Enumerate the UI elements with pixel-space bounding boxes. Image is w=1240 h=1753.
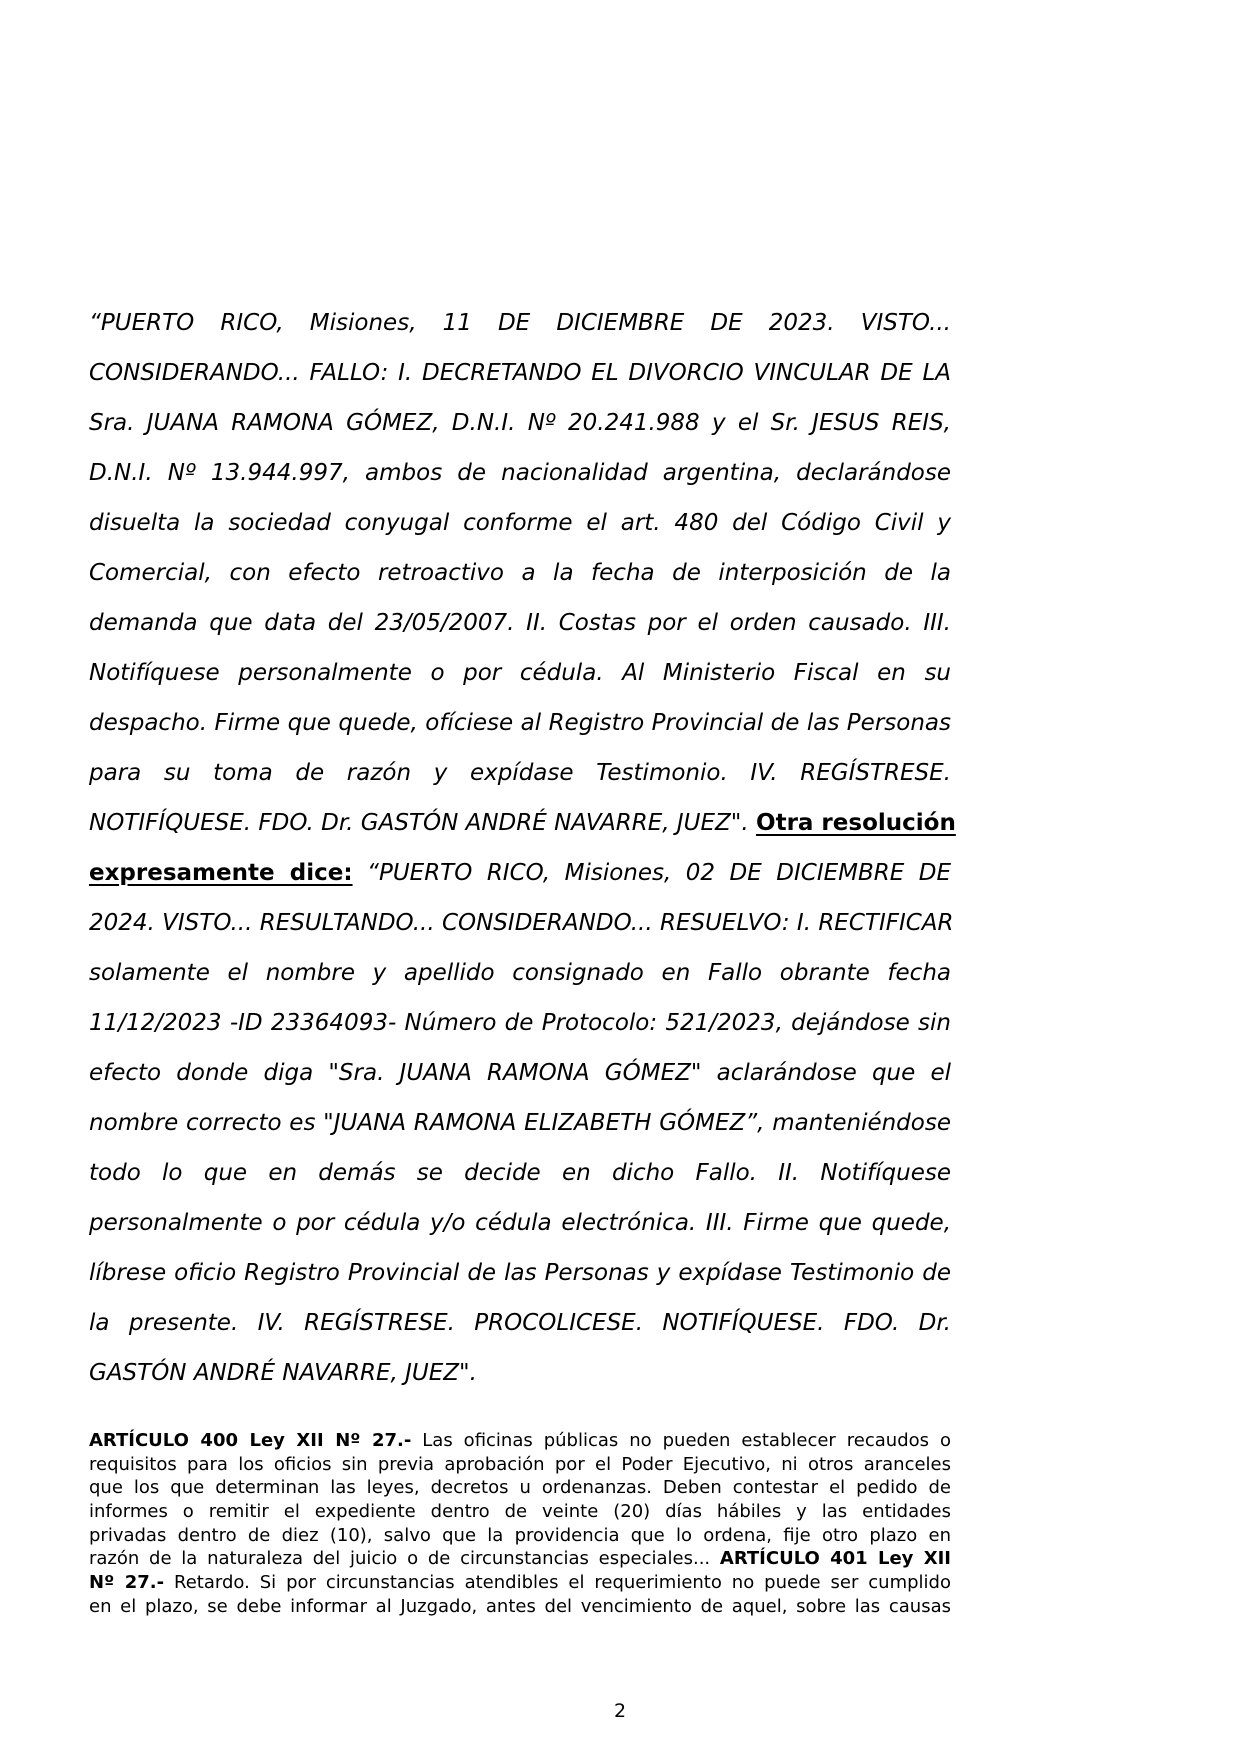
text-line-with-heading [89, 848, 951, 898]
text-line: GASTÓN ANDRÉ NAVARRE, JUEZ". [89, 1360, 477, 1386]
law-articles-block [89, 1429, 951, 1619]
text-line: Comercial, con efecto retroactivo a la fecha de interposición de la [89, 560, 951, 586]
text-line: líbrese oficio Registro Provincial de las Personas y expídase Testimonio de [89, 1260, 951, 1286]
article-401-heading: ARTÍCULO 401 Ley XII [719, 1548, 951, 1570]
text-line: efecto donde diga "Sra. JUANA RAMONA GÓMEZ" aclarándose que el [89, 1060, 951, 1086]
text-line: disuelta la sociedad conyugal conforme el art. 480 del Código Civil y [89, 510, 951, 536]
text-line: solamente el nombre y apellido consignado en Fallo obrante fecha [89, 960, 951, 986]
text-line: D.N.I. Nº 13.944.997, ambos de nacionalidad argentina, declarándose [89, 460, 951, 486]
article-text: Retardo. Si por circunstancias atendibles el requerimiento no puede ser cumplido [174, 1572, 951, 1594]
text-segment: “PUERTO RICO, Misiones, 02 DE DICIEMBRE DE [367, 860, 952, 886]
other-resolution-heading: Otra resolución [756, 810, 956, 836]
text-line: CONSIDERANDO... FALLO: I. DECRETANDO EL DIVORCIO VINCULAR DE LA [89, 360, 951, 386]
article-line: requisitos para los oficios sin previa aprobación por el Poder Ejecutivo, ni otros aranceles [89, 1453, 951, 1475]
text-line: Sra. JUANA RAMONA GÓMEZ, D.N.I. Nº 20.241.988 y el Sr. JESUS REIS, [89, 410, 951, 436]
article-text: Las oficinas públicas no pueden establecer recaudos o [422, 1430, 952, 1451]
article-line [89, 1547, 951, 1571]
text-line: “PUERTO RICO, Misiones, 11 DE DICIEMBRE DE 2023. VISTO... [89, 310, 951, 336]
article-line: privadas dentro de diez (10), salvo que la providencia que lo ordena, fije otro plazo en [89, 1524, 951, 1546]
text-line: 2024. VISTO... RESULTANDO... CONSIDERANDO... RESUELVO: I. RECTIFICAR [89, 910, 954, 936]
article-line: informes o remitir el expediente dentro de veinte (20) días hábiles y las entidades [89, 1501, 951, 1523]
article-line: en el plazo, se debe informar al Juzgado, antes del vencimiento de aquel, sobre las causas [89, 1595, 951, 1617]
article-text: razón de la naturaleza del juicio o de circunstancias especiales... [89, 1548, 711, 1570]
page-number: 2 [613, 1700, 627, 1722]
text-line: nombre correcto es "JUANA RAMONA ELIZABETH GÓMEZ”, manteniéndose [89, 1110, 951, 1136]
text-line: todo lo que en demás se decide en dicho Fallo. II. Notifíquese [89, 1160, 951, 1186]
resolution-text-block [89, 298, 956, 1398]
article-line: que los que determinan las leyes, decretos u ordenanzas. Deben contestar el pedido de [89, 1477, 951, 1499]
article-line [89, 1429, 951, 1453]
text-line: 11/12/2023 -ID 23364093- Número de Protocolo: 521/2023, dejándose sin [89, 1010, 951, 1036]
text-line: para su toma de razón y expídase Testimonio. IV. REGÍSTRESE. [89, 760, 951, 786]
text-segment: NOTIFÍQUESE. FDO. Dr. GASTÓN ANDRÉ NAVARRE, JUEZ". [89, 810, 749, 836]
article-400-heading: ARTÍCULO 400 Ley XII Nº 27.- [89, 1430, 412, 1451]
other-resolution-heading-cont: expresamente dice: [89, 860, 353, 886]
text-line: Notifíquese personalmente o por cédula. Al Ministerio Fiscal en su [89, 660, 951, 686]
article-line [89, 1571, 951, 1595]
text-line: demanda que data del 23/05/2007. II. Costas por el orden causado. III. [89, 610, 951, 636]
text-line: personalmente o por cédula y/o cédula electrónica. III. Firme que quede, [89, 1210, 951, 1236]
text-line: la presente. IV. REGÍSTRESE. PROCOLICESE. NOTIFÍQUESE. FDO. Dr. [89, 1310, 951, 1336]
text-line: despacho. Firme que quede, ofíciese al Registro Provincial de las Personas [89, 710, 951, 736]
text-line-with-heading [89, 798, 956, 848]
article-401-heading-cont: Nº 27.- [89, 1572, 165, 1594]
